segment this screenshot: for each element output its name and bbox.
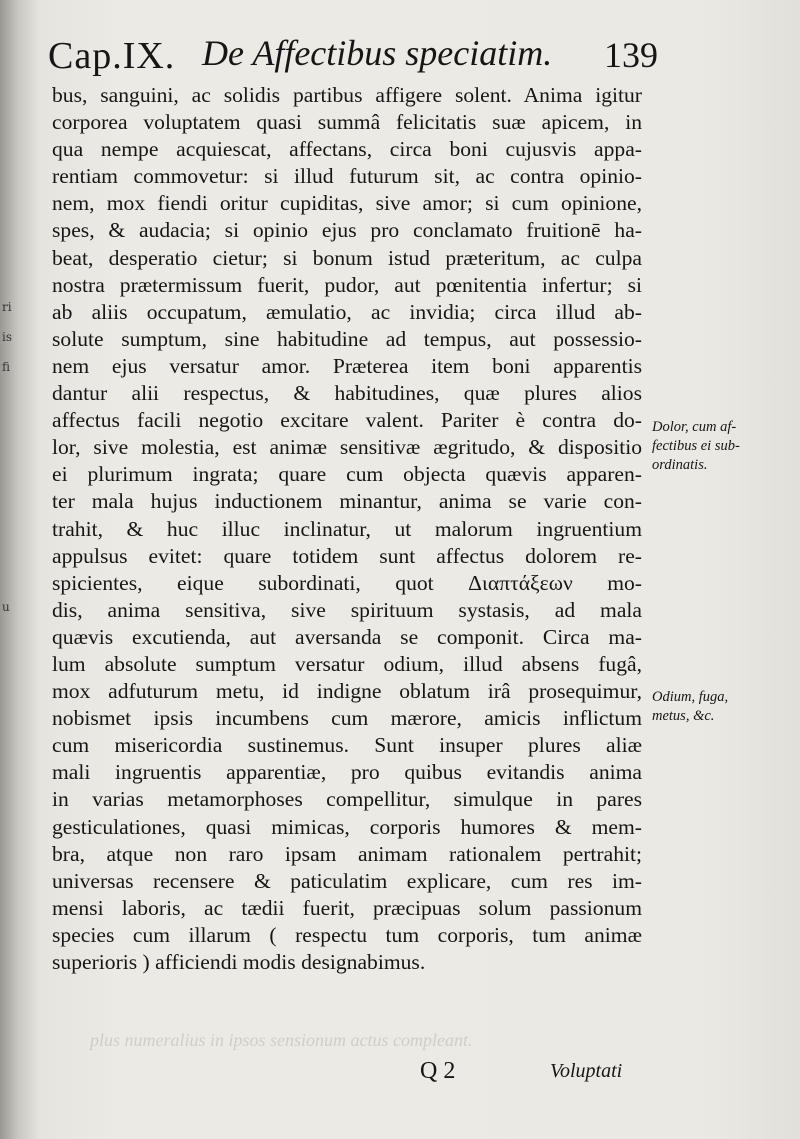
text-line: nostra prætermissum fuerit, pudor, aut pœnitentia infertur; si xyxy=(52,272,642,297)
text-line: solute sumptum, sine habitudine ad tempus, aut possessio- xyxy=(52,326,642,351)
body-text xyxy=(52,82,642,976)
text-line: mali ingruentis apparentiæ, pro quibus evitandis anima xyxy=(52,760,642,785)
text-line: in varias metamorphoses compellitur, simulque in pares xyxy=(52,787,642,812)
marginal-note-line: Odium, fuga, xyxy=(652,689,729,705)
text-line: gesticulationes, quasi mimicas, corporis humores & mem- xyxy=(52,814,642,839)
marginal-note-odium xyxy=(652,688,792,726)
gutter-mark: u xyxy=(2,600,10,614)
text-line: corporea voluptatem quasi summâ felicitatis suæ apicem, in xyxy=(52,110,642,135)
text-line: bus, sanguini, ac solidis partibus affigere solent. Anima igitur xyxy=(52,83,642,107)
text-line: bra, atque non raro ipsam animam rationalem pertrahit; xyxy=(52,841,642,866)
marginal-note-dolor xyxy=(652,418,792,475)
text-line: ab aliis occupatum, æmulatio, ac invidia; circa illud ab- xyxy=(52,299,642,324)
gutter-mark: is xyxy=(2,330,12,344)
running-title: De Affectibus speciatim. xyxy=(202,33,553,73)
text-line: appulsus evitet: quare totidem sunt affectus dolorem re- xyxy=(52,543,642,568)
text-line: spicientes, eique subordinati, quot Διαπτάξεων mo- xyxy=(52,570,642,595)
signature-mark: Q 2 xyxy=(420,1058,456,1084)
text-line: universas recensere & paticulatim explicare, cum res im- xyxy=(52,868,642,893)
running-header xyxy=(48,30,658,82)
bleed-through-text: plus numeralius in ipsos sensionum actus compleant. xyxy=(90,1030,473,1050)
text-line: dantur alii respectus, & habitudines, quæ plures alios xyxy=(52,381,642,406)
text-line: cum misericordia sustinemus. Sunt insuper plures aliæ xyxy=(52,733,642,758)
text-line: trahit, & huc illuc inclinatur, ut malorum ingruentium xyxy=(52,516,642,541)
text-line: mensi laboris, ac tædii fuerit, præcipuas solum passionum xyxy=(52,895,642,920)
text-line: quævis excutienda, aut aversanda se componit. Circa ma- xyxy=(52,624,642,649)
text-line: ter mala hujus inductionem minantur, anima se varie con- xyxy=(52,489,642,514)
marginal-note-line: metus, &c. xyxy=(652,708,715,724)
marginal-note-line: ordinatis. xyxy=(652,457,708,473)
text-line: dis, anima sensitiva, sive spirituum systasis, ad mala xyxy=(52,597,642,622)
page-number: 139 xyxy=(604,35,658,75)
gutter-mark: fi xyxy=(2,360,11,374)
text-line: lor, sive molestia, est animæ sensitivæ ægritudo, & dispositio xyxy=(52,435,642,460)
marginal-note-line: Dolor, cum af- xyxy=(652,419,737,435)
catchword: Voluptati xyxy=(550,1060,623,1082)
text-line: lum absolute sumptum versatur odium, illud absens fugâ, xyxy=(52,651,642,676)
text-line: affectus facili negotio excitare valent. Pariter è contra do- xyxy=(52,408,642,433)
text-line: beat, desperatio cietur; si bonum istud præteritum, ac culpa xyxy=(52,245,642,270)
gutter-mark: ri xyxy=(2,300,12,314)
page-footer xyxy=(0,1058,800,1094)
text-line: nobismet ipsis incumbens cum mærore, amicis inflictum xyxy=(52,706,642,731)
text-line: nem ejus versatur amor. Præterea item boni apparentis xyxy=(52,353,642,378)
text-line: ei plurimum ingrata; quare cum objecta quævis apparen- xyxy=(52,462,642,487)
text-line: nem, mox fiendi oritur cupiditas, sive amor; si cum opinione, xyxy=(52,191,642,216)
marginal-note-line: fectibus ei sub- xyxy=(652,438,740,454)
text-line: species cum illarum ( respectu tum corporis, tum animæ xyxy=(52,922,642,947)
text-line: superioris ) afficiendi modis designabimus. xyxy=(52,950,426,974)
chapter-number: Cap.IX. xyxy=(48,35,176,77)
text-line: spes, & audacia; si opinio ejus pro conclamato fruitionē ha- xyxy=(52,218,642,243)
text-line: mox adfuturum metu, id indigne oblatum irâ prosequimur, xyxy=(52,679,642,704)
text-line: qua nempe acquiescat, affectans, circa boni cujusvis appa- xyxy=(52,137,642,162)
gutter-shadow xyxy=(2,300,16,1000)
text-line: rentiam commovetur: si illud futurum sit, ac contra opinio- xyxy=(52,164,642,189)
